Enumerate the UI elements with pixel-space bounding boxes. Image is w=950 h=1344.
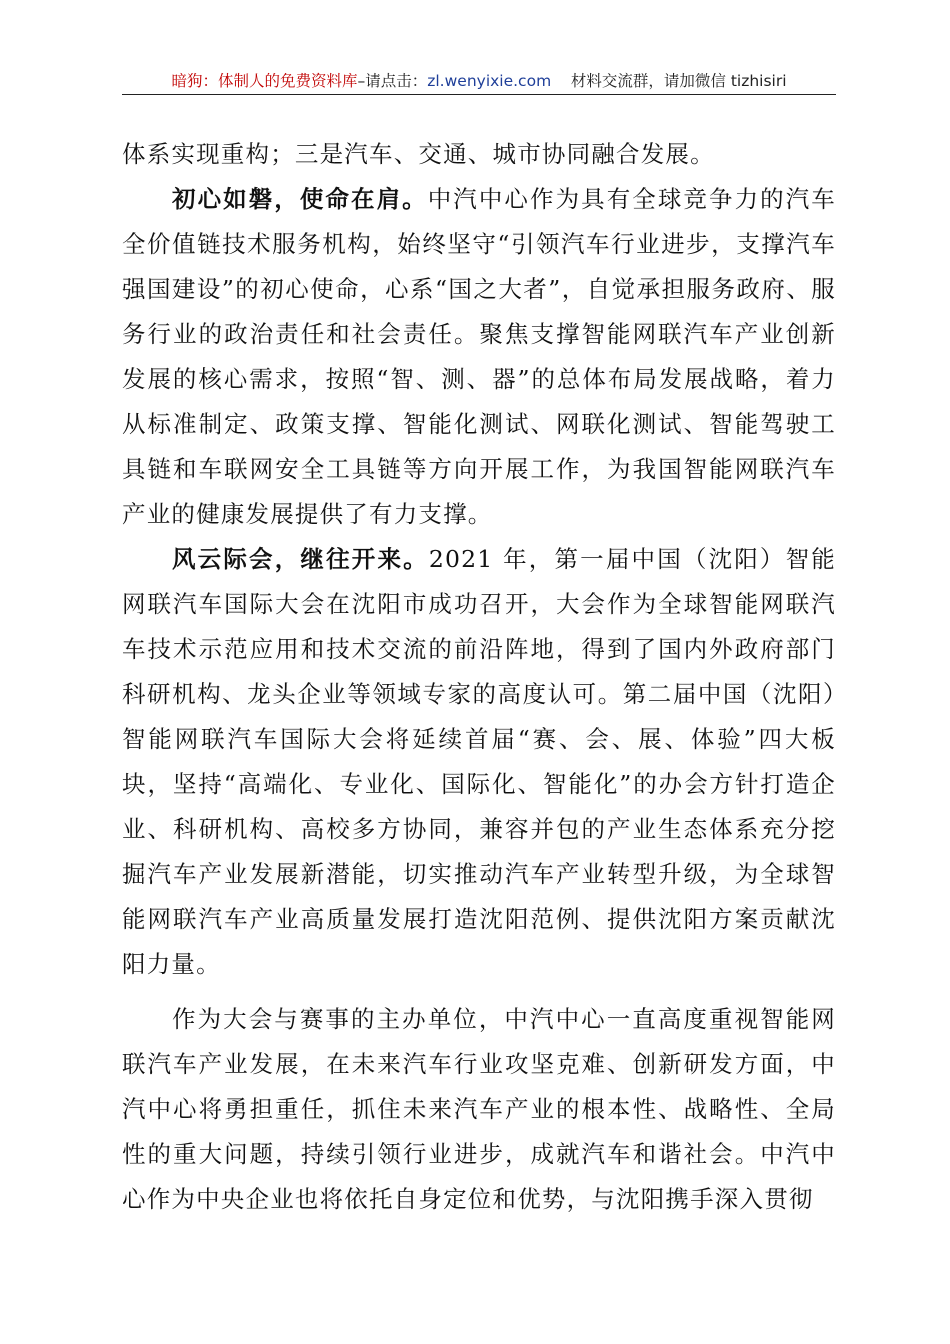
paragraph-organizer: 作为大会与赛事的主办单位，中汽中心一直高度重视智能网联汽车产业发展，在未来汽车行业攻坚克难、创新研发方面，中汽中心将勇担重任，抓住未来汽车产业的根本性、战略性、全局性的重大问题，持续引领行业进步，成就汽车和谐社会。中汽中心作为中央企业也将依托自身定位和优势，与沈阳携手深入贯彻: [122, 1005, 836, 1213]
paragraph-mission-lead: 初心如磐，使命在肩。: [172, 185, 428, 213]
header-click-prompt: –请点击：: [357, 72, 428, 90]
paragraph-continuation: 体系实现重构；三是汽车、交通、城市协同融合发展。: [122, 140, 715, 168]
paragraph-mission: [122, 177, 836, 537]
header-contact: 材料交流群，请加微信 tizhisiri: [570, 72, 787, 90]
header-url-link[interactable]: zl.wenyixie.com: [427, 72, 552, 90]
page-header: [122, 70, 836, 92]
document-body: [122, 132, 836, 1222]
paragraph-conference-text: 2021 年，第一届中国（沈阳）智能网联汽车国际大会在沈阳市成功召开，大会作为全球智能网联汽车技术示范应用和技术交流的前沿阵地，得到了国内外政府部门科研机构、龙头企业等领域专家的高度认可。第二届中国（沈阳）智能网联汽车国际大会将延续首届“赛、会、展、体验”四大板块，坚持“高端化、专业化、国际化、智能化”的办会方针打造企业、科研机构、高校多方协同，兼容并包的产业生态体系充分挖掘汽车产业发展新潜能，切实推动汽车产业转型升级，为全球智能网联汽车产业高质量发展打造沈阳范例、提供沈阳方案贡献沈阳力量。: [122, 545, 836, 978]
header-divider: [122, 94, 836, 95]
paragraph-conference: [122, 537, 836, 987]
header-brand: 暗狗：体制人的免费资料库: [171, 72, 358, 90]
paragraph-conference-lead: 风云际会，继往开来。: [172, 545, 429, 573]
paragraph-mission-text: 中汽中心作为具有全球竞争力的汽车全价值链技术服务机构，始终坚守“引领汽车行业进步，支撑汽车强国建设”的初心使命，心系“国之大者”，自觉承担服务政府、服务行业的政治责任和社会责任。聚焦支撑智能网联汽车产业创新发展的核心需求，按照“智、测、器”的总体布局发展战略，着力从标准制定、政策支撑、智能化测试、网联化测试、智能驾驶工具链和车联网安全工具链等方向开展工作，为我国智能网联汽车产业的健康发展提供了有力支撑。: [122, 185, 836, 528]
